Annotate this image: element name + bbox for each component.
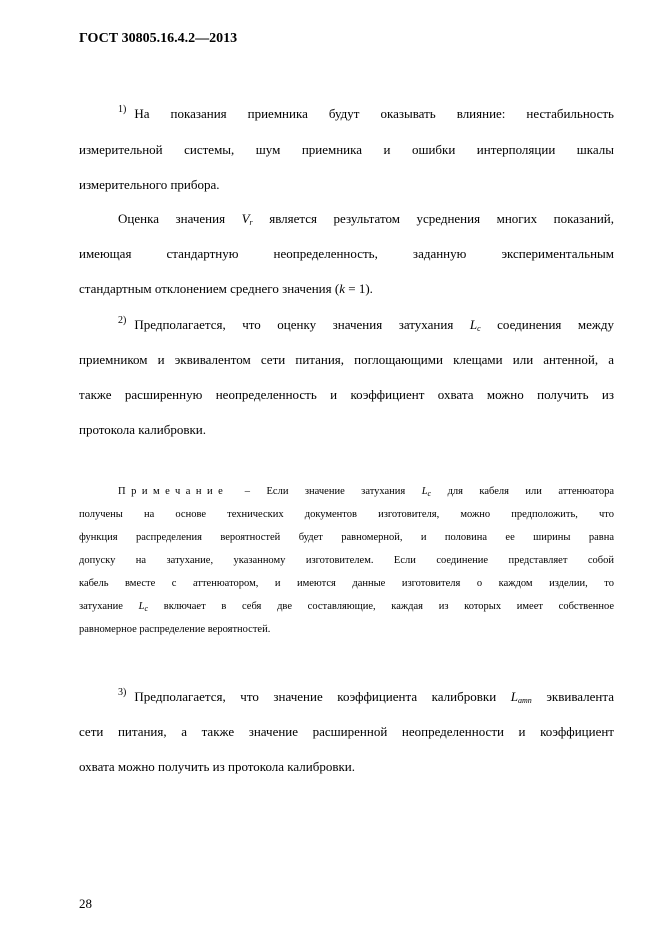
note-line: кабель вместе с аттенюатором, и имеются данные изготовителя о каждом изделии, то xyxy=(79,578,614,589)
line-text: Предполагается, что значение коэффициента калибровки xyxy=(134,689,497,704)
paragraph-line xyxy=(79,96,614,132)
paragraph-line: измерительного прибора. xyxy=(79,177,220,192)
variable-lamn: $L_{amn}$ xyxy=(510,689,532,705)
paragraph-line: протокола калибровки. xyxy=(79,422,207,437)
variable-v: $V_r$ xyxy=(241,211,253,227)
line-text: соединения между xyxy=(497,317,614,332)
line-text: Предполагается, что оценку значения затухания xyxy=(134,317,454,332)
paragraph-line: также расширенную неопределенность и коэффициент охвата можно получить из xyxy=(79,387,614,402)
estimate-paragraph xyxy=(79,201,614,306)
note-line: Примечание – Если значение затухания $L_c$ для кабеля или аттенюатора xyxy=(118,486,615,498)
footnote-2-paragraph xyxy=(79,307,614,447)
paragraph-line: стандартным отклонением среднего значения (k = 1). xyxy=(79,281,373,296)
note-line: равномерное распределение вероятностей. xyxy=(79,624,271,635)
footnote-3-paragraph xyxy=(79,679,614,784)
paragraph-line xyxy=(79,201,614,236)
variable-lc: $L_c$ xyxy=(469,317,481,333)
note-label: Примечание xyxy=(118,486,229,497)
paragraph-line: измерительной системы, шум приемника и ошибки интерполяции шкалы xyxy=(79,141,614,157)
paragraph-line: приемником и эквивалентом сети питания, поглощающими клещами или антенной, а xyxy=(79,352,614,367)
line-text: является результатом усреднения многих показаний, xyxy=(269,211,615,226)
variable-lc: $L_c$ xyxy=(138,601,149,613)
note-block xyxy=(79,480,614,641)
paragraph-line xyxy=(79,307,614,342)
line-text: На показания приемника будут оказывать влияние: нестабильность xyxy=(134,106,614,121)
paragraph-line: охвата можно получить из протокола калибровки. xyxy=(79,759,356,774)
footnote-marker: 1) xyxy=(118,104,127,115)
variable-lc: $L_c$ xyxy=(421,486,432,498)
paragraph-line xyxy=(79,679,614,714)
variable-k: k xyxy=(339,281,345,296)
note-dash: – xyxy=(244,486,251,497)
footnote-1-paragraph xyxy=(79,96,614,203)
note-line: функция распределения вероятностей будет равномерной, и половина ее ширины равна xyxy=(79,532,614,543)
note-line: затухание $L_c$ включает в себя две составляющие, каждая из которых имеет собственное xyxy=(79,601,615,613)
page-number: 28 xyxy=(79,896,92,911)
footnote-marker: 2) xyxy=(118,315,127,326)
line-text: Оценка значения xyxy=(118,211,226,226)
document-header: ГОСТ 30805.16.4.2—2013 xyxy=(79,31,238,46)
note-line: получены на основе технических документов изготовителя, можно предположить, что xyxy=(79,509,614,520)
line-text: эквивалента xyxy=(546,689,614,704)
footnote-marker: 3) xyxy=(118,687,127,698)
note-line: допуску на затухание, указанному изготовителем. Если соединение представляет собой xyxy=(79,555,614,566)
paragraph-line: сети питания, а также значение расширенной неопределенности и коэффициент xyxy=(79,724,614,739)
paragraph-line: имеющая стандартную неопределенность, заданную экспериментальным xyxy=(79,246,614,261)
